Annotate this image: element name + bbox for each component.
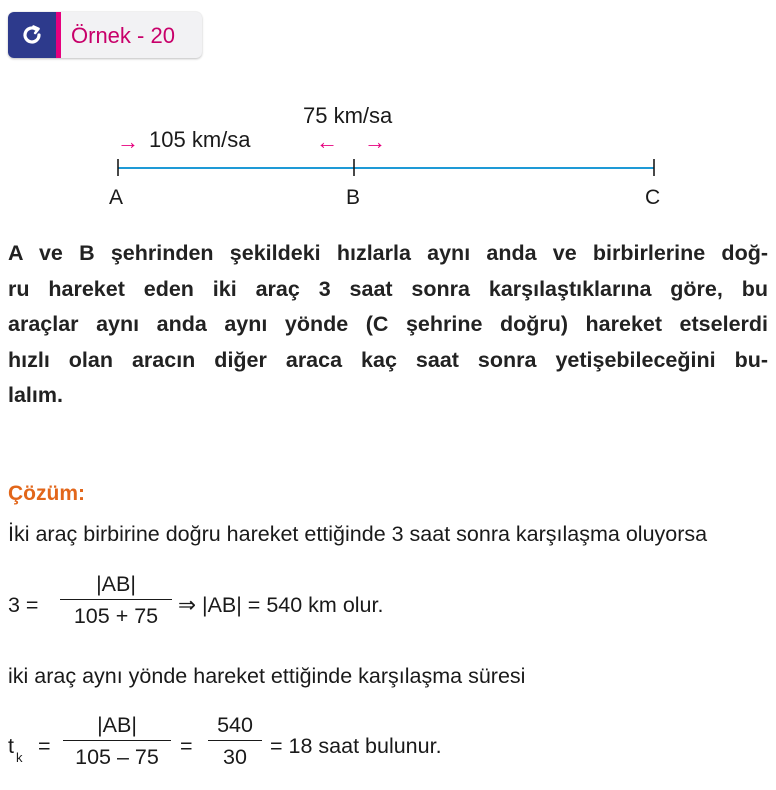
eq1-fraction: [60, 572, 172, 629]
arrow-right-a: →: [117, 129, 139, 154]
eq2-denominator-2: 30: [223, 745, 247, 769]
eq2-numerator-2: 540: [208, 713, 262, 741]
eq2-equals-2: =: [180, 734, 193, 758]
badge-divider: [56, 12, 61, 58]
refresh-circle-icon: [20, 23, 44, 47]
point-c-label: C: [645, 186, 661, 209]
speed-left-label: 105 km/sa: [149, 127, 251, 152]
eq2-rhs: = 18 saat bulunur.: [270, 734, 442, 758]
eq2-fraction-1: [63, 713, 171, 770]
eq1-denominator: 105 + 75: [73, 604, 159, 628]
equation-2: [8, 713, 608, 783]
arrow-left-b: ←: [316, 129, 338, 154]
problem-line: hızlı olan aracın diğer araca kaç saat sonra yetişebileceğini bu-: [8, 347, 768, 372]
badge-icon-box: [8, 12, 56, 58]
point-a-label: A: [109, 186, 124, 209]
problem-line: araçlar aynı anda aynı yönde (C şehrine doğru) hareket etselerdi: [8, 312, 768, 336]
equation-1: [8, 572, 608, 642]
example-badge: [8, 12, 202, 58]
problem-line: ru hareket eden iki araç 3 saat sonra karşılaştıklarına göre, bu: [8, 276, 768, 301]
solution-line-1: İki araç birbirine doğru hareket ettiğinde 3 saat sonra karşılaşma oluyorsa: [8, 522, 708, 546]
eq2-fraction-2: [208, 713, 262, 770]
point-b-label: B: [346, 186, 361, 209]
eq1-lhs: 3 =: [8, 593, 39, 617]
speed-mid-label: 75 km/sa: [303, 103, 393, 128]
eq2-lhs: t: [8, 734, 14, 758]
problem-line: lalım.: [8, 383, 63, 407]
problem-line: A ve B şehrinden şekildeki hızlarla aynı anda ve birbirlerine doğ-: [8, 241, 768, 265]
eq1-numerator: |AB|: [60, 572, 172, 600]
arrow-right-b: →: [364, 129, 386, 154]
eq2-equals-1: =: [38, 734, 51, 758]
eq2-lhs-subscript: k: [16, 750, 23, 765]
distance-figure: [0, 95, 776, 220]
eq1-rhs: ⇒ |AB| = 540 km olur.: [178, 593, 384, 617]
solution-heading: Çözüm:: [8, 482, 85, 505]
problem-text: [8, 236, 768, 414]
eq2-numerator-1: |AB|: [63, 713, 171, 741]
eq2-denominator-1: 105 – 75: [75, 745, 159, 769]
badge-label: Örnek - 20: [71, 23, 175, 48]
solution-line-2: iki araç aynı yönde hareket ettiğinde karşılaşma süresi: [8, 664, 526, 688]
